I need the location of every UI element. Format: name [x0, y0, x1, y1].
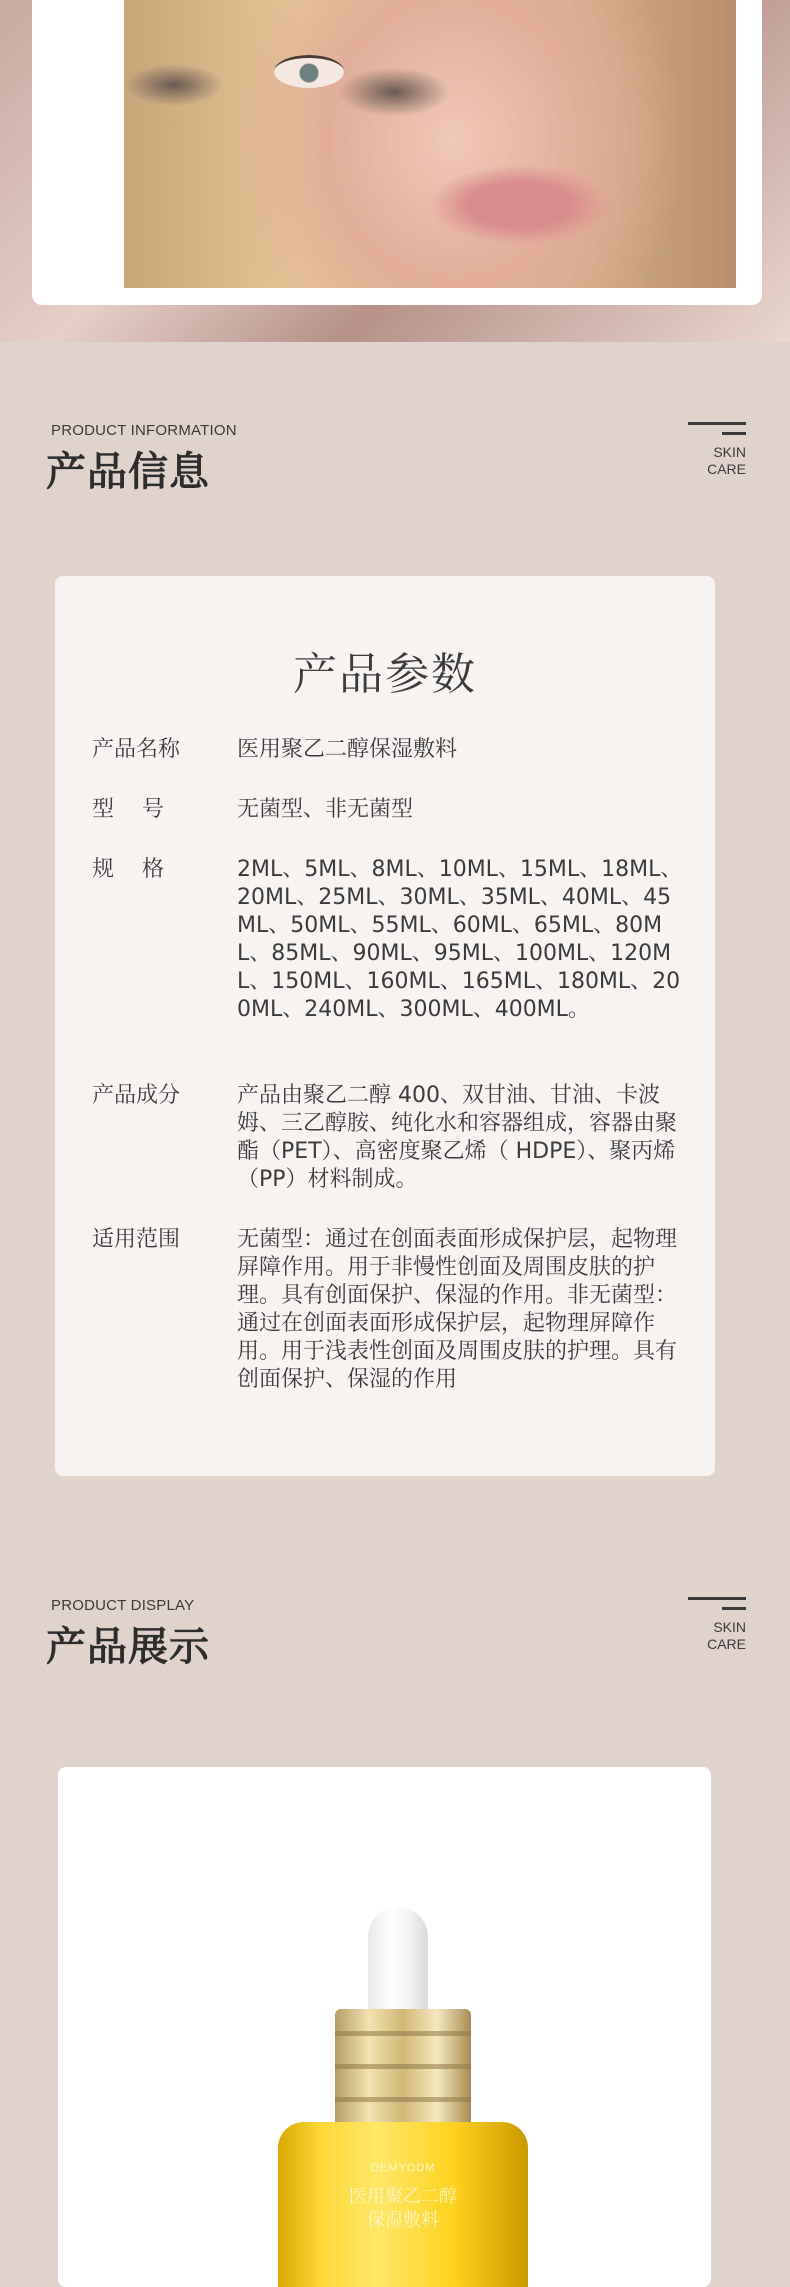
decor-line — [688, 422, 746, 425]
care-label: CARE — [707, 1636, 746, 1652]
dropper-bulb — [368, 1907, 428, 2017]
product-params-card — [55, 576, 715, 1476]
skin-label: SKIN — [713, 444, 746, 460]
hero-banner — [0, 0, 790, 342]
section-en-title: PRODUCT DISPLAY — [51, 1597, 195, 1614]
skin-care-mark — [686, 422, 746, 482]
care-label: CARE — [707, 461, 746, 477]
skin-care-mark — [686, 1597, 746, 1657]
gold-collar — [335, 2009, 471, 2129]
bottle-glass — [278, 2122, 528, 2287]
bottle-label-line2: 保湿敷料 — [367, 2210, 439, 2231]
section-cn-title: 产品展示 — [46, 1624, 210, 1670]
param-key: 产品成分 — [92, 1083, 181, 1108]
section-en-title: PRODUCT INFORMATION — [51, 422, 237, 439]
param-value: 2ML、5ML、8ML、10ML、15ML、18ML、20ML、25ML、30ML、35ML、40ML、45ML、50ML、55ML、60ML、65ML、80ML、85ML、90ML、95ML、100ML、120ML、150ML、160ML、165ML、180ML、200ML、240ML、300ML、400ML。 — [237, 857, 683, 1022]
param-key: 产品名称 — [92, 737, 181, 762]
decor-line — [688, 1597, 746, 1600]
params-title: 产品参数 — [293, 649, 477, 700]
param-value: 产品由聚乙二醇 400、双甘油、甘油、卡波姆、三乙醇胺、纯化水和容器组成，容器由聚酯（PET）、高密度聚乙烯（ HDPE）、聚丙烯（PP）材料制成。 — [237, 1083, 678, 1192]
product-display-header — [46, 1597, 746, 1687]
model-face-image — [124, 0, 736, 288]
product-info-header — [46, 422, 746, 512]
param-value: 无菌型、非无菌型 — [237, 797, 414, 822]
section-cn-title: 产品信息 — [46, 449, 210, 495]
param-key: 规格 — [92, 857, 193, 882]
param-key: 型号 — [92, 797, 193, 822]
param-value: 无菌型：通过在创面表面形成保护层，起物理屏障作用。用于非慢性创面及周围皮肤的护理。具有创面保护、保湿的作用。非无菌型：通过在创面表面形成保护层，起物理屏障作用。用于浅表性创面及周围皮肤的护理。具有创面保护、保湿的作用 — [237, 1227, 678, 1392]
skin-label: SKIN — [713, 1619, 746, 1635]
bottle-brand: OEMYODM — [370, 2162, 436, 2174]
bottle-label-line1: 医用聚乙二醇 — [349, 2186, 457, 2207]
decor-line-short — [722, 432, 746, 435]
serum-bottle-image — [273, 1907, 533, 2287]
param-key: 适用范围 — [92, 1227, 181, 1252]
product-display-card — [58, 1767, 711, 2287]
decor-line-short — [722, 1607, 746, 1610]
hero-card — [32, 0, 762, 305]
model-eye — [274, 55, 344, 88]
param-value: 医用聚乙二醇保湿敷料 — [237, 737, 458, 762]
